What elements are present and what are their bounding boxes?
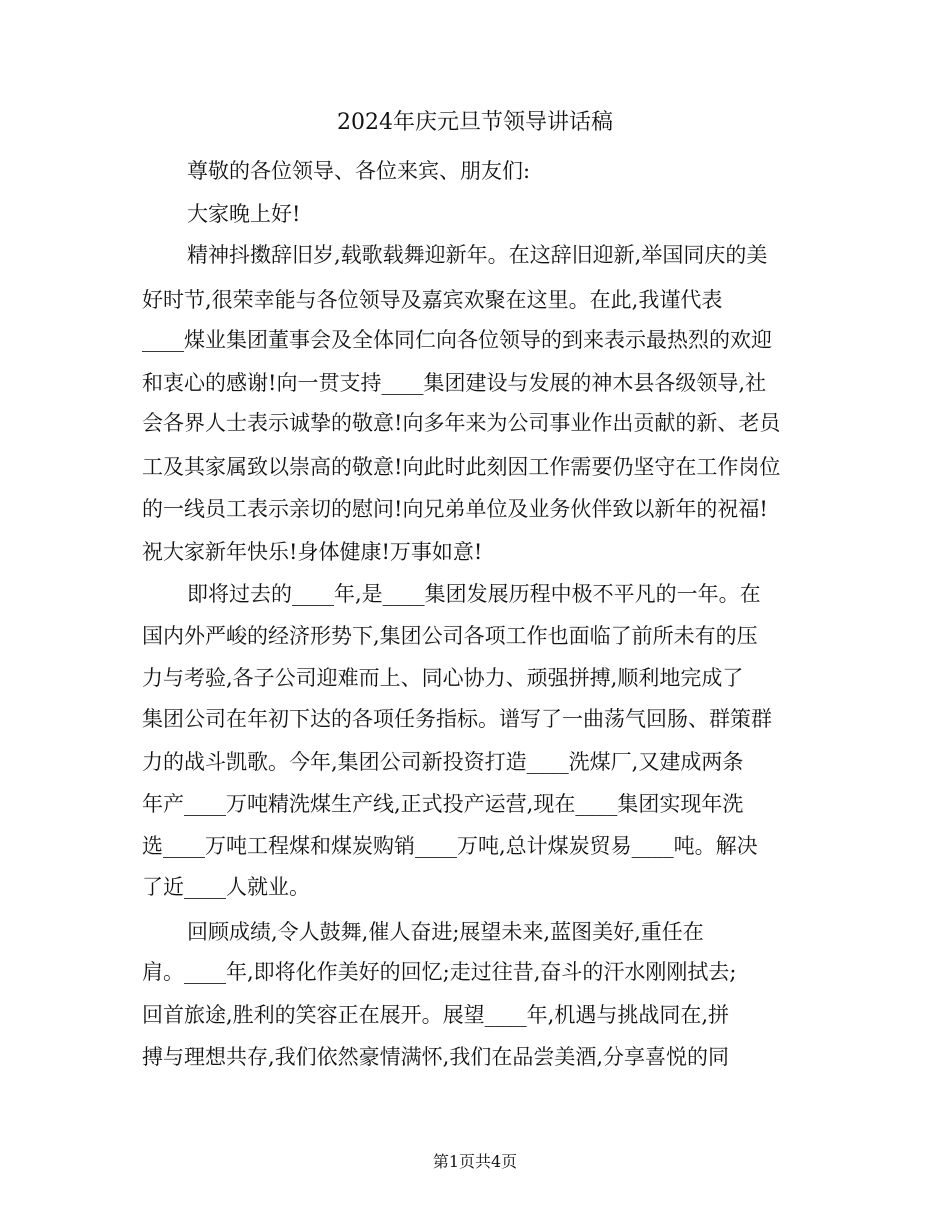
text-line: 国内外严峻的经济形势下,集团公司各项工作也面临了前所未有的压 bbox=[142, 624, 758, 648]
text-line: ____煤业集团董事会及全体同仁向各位领导的到来表示最热烈的欢迎 bbox=[142, 328, 772, 352]
text-line: 年产____万吨精洗煤生产线,正式投产运营,现在____集团实现年洗 bbox=[142, 792, 744, 816]
page-title: 2024年庆元旦节领导讲话稿 bbox=[337, 110, 613, 135]
text-line: 尊敬的各位领导、各位来宾、朋友们: bbox=[187, 159, 531, 183]
text-line: 即将过去的____年,是____集团发展历程中极不平凡的一年。在 bbox=[187, 582, 761, 606]
text-line: 搏与理想共存,我们依然豪情满怀,我们在品尝美酒,分享喜悦的同 bbox=[142, 1045, 730, 1069]
text-line: 力与考验,各子公司迎难而上、同心协力、顽强拼搏,顺利地完成了 bbox=[142, 666, 744, 690]
text-line: 了近____人就业。 bbox=[142, 875, 310, 899]
page-number: 第1页共4页 bbox=[432, 1152, 518, 1171]
text-line: 大家晚上好! bbox=[187, 202, 301, 226]
text-line: 肩。____年,即将化作美好的回忆;走过往昔,奋斗的汗水刚刚拭去; bbox=[142, 960, 737, 984]
text-line: 精神抖擞辞旧岁,载歌载舞迎新年。在这辞旧迎新,举国同庆的美 bbox=[187, 243, 768, 267]
text-line: 好时节,很荣幸能与各位领导及嘉宾欢聚在这里。在此,我谨代表 bbox=[142, 288, 723, 312]
text-line: 和衷心的感谢!向一贯支持____集团建设与发展的神木县各级领导,社 bbox=[142, 371, 767, 395]
text-line: 会各界人士表示诚挚的敬意!向多年来为公司事业作出贡献的新、老员 bbox=[142, 411, 781, 435]
text-line: 的一线员工表示亲切的慰问!向兄弟单位及业务伙伴致以新年的祝福! bbox=[142, 497, 768, 521]
text-line: 祝大家新年快乐!身体健康!万事如意! bbox=[142, 540, 483, 564]
text-line: 选____万吨工程煤和煤炭购销____万吨,总计煤炭贸易____吨。解决 bbox=[142, 834, 758, 858]
text-line: 集团公司在年初下达的各项任务指标。谱写了一曲荡气回肠、群策群 bbox=[142, 707, 772, 731]
text-line: 回首旅途,胜利的笑容正在展开。展望____年,机遇与挑战同在,拼 bbox=[142, 1003, 730, 1027]
text-line: 回顾成绩,令人鼓舞,催人奋进;展望未来,蓝图美好,重任在 bbox=[187, 920, 704, 944]
text-line: 工及其家属致以崇高的敬意!向此时此刻因工作需要仍坚守在工作岗位 bbox=[142, 455, 781, 479]
text-line: 力的战斗凯歌。今年,集团公司新投资打造____洗煤厂,又建成两条 bbox=[142, 750, 744, 774]
